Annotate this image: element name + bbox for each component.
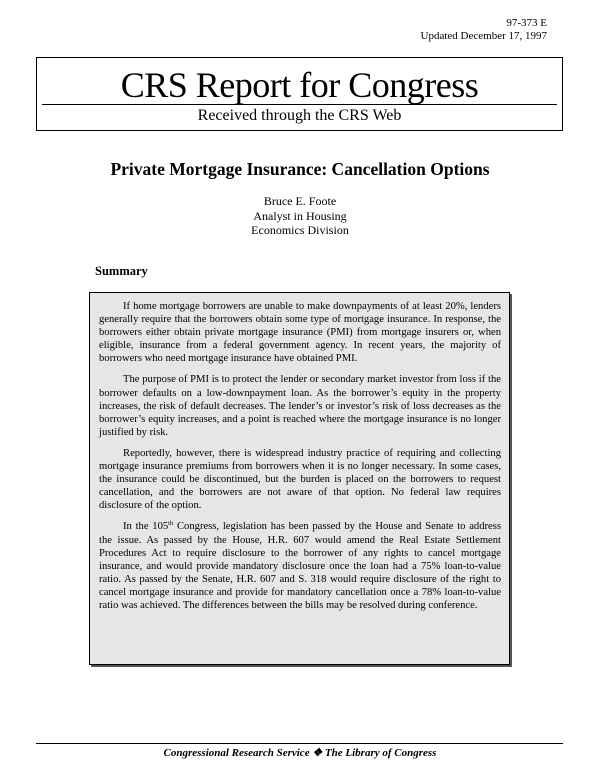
paragraph-lead: In the 105	[123, 521, 169, 533]
summary-paragraph	[99, 520, 501, 612]
banner-subtitle: Received through the CRS Web	[197, 107, 402, 124]
report-number: 97-373 E	[506, 17, 547, 29]
author-block	[0, 194, 600, 238]
summary-box	[89, 292, 510, 665]
summary-heading: Summary	[95, 264, 148, 278]
footer-text: Congressional Research Service ❖ The Library of Congress	[163, 747, 437, 759]
report-updated-date: Updated December 17, 1997	[420, 30, 547, 42]
summary-paragraph: If home mortgage borrowers are unable to make downpayments of at least 20%, lenders generally require that the borrowers obtain some type of mortgage insurance. In response, the borrowers either obtain private mortgage insurance (PMI) from mortgage insurers or, when eligible, insurance from a federal government agency. In recent years, the majority of borrowers who need mortgage insurance have obtained PMI.	[99, 301, 501, 365]
document-title: Private Mortgage Insurance: Cancellation Options	[110, 159, 490, 179]
ordinal-suffix: th	[168, 520, 174, 528]
author-division: Economics Division	[251, 223, 349, 237]
paragraph-rest: Congress, legislation has been passed by the House and Senate to address the issue. As passed by the House, H.R. 607 would amend the Real Estate Settlement Procedures Act to require disclosure to the borrower of any rights to cancel mortgage insurance, and would provide mandatory disclosure once the loan had a 75% loan-to-value ratio. As passed by the Senate, H.R. 607 and S. 318 would require disclosure of the right to cancel mortgage insurance and provide for mandatory cancellation once a 78% loan-to-value ratio was achieved. The differences between the bills may be resolved during conference.	[99, 521, 501, 611]
summary-paragraph: The purpose of PMI is to protect the lender or secondary market investor from loss if the borrower defaults on a low-downpayment loan. As the borrower’s equity in the property increases, the risk of default decreases. The lender’s or investor’s risk of loss decreases as the borrower’s equity increases, and a point is reached where the mortgage insurance is no longer justified by risk.	[99, 374, 501, 438]
author-name: Bruce E. Foote	[263, 194, 337, 208]
author-position: Analyst in Housing	[253, 208, 347, 223]
footer-divider	[36, 743, 563, 744]
summary-paragraph: Reportedly, however, there is widespread industry practice of requiring and collecting mortgage insurance premiums from borrowers when it is no longer necessary. In some cases, the insurance could be discontinued, but the burden is placed on the borrowers to request cancellation, and the borrowers are not aware of that option. No federal law requires disclosure of the option.	[99, 447, 501, 512]
crs-banner	[36, 57, 563, 131]
banner-title: CRS Report for Congress	[120, 65, 479, 105]
report-meta	[421, 17, 547, 43]
banner-divider	[42, 104, 557, 105]
